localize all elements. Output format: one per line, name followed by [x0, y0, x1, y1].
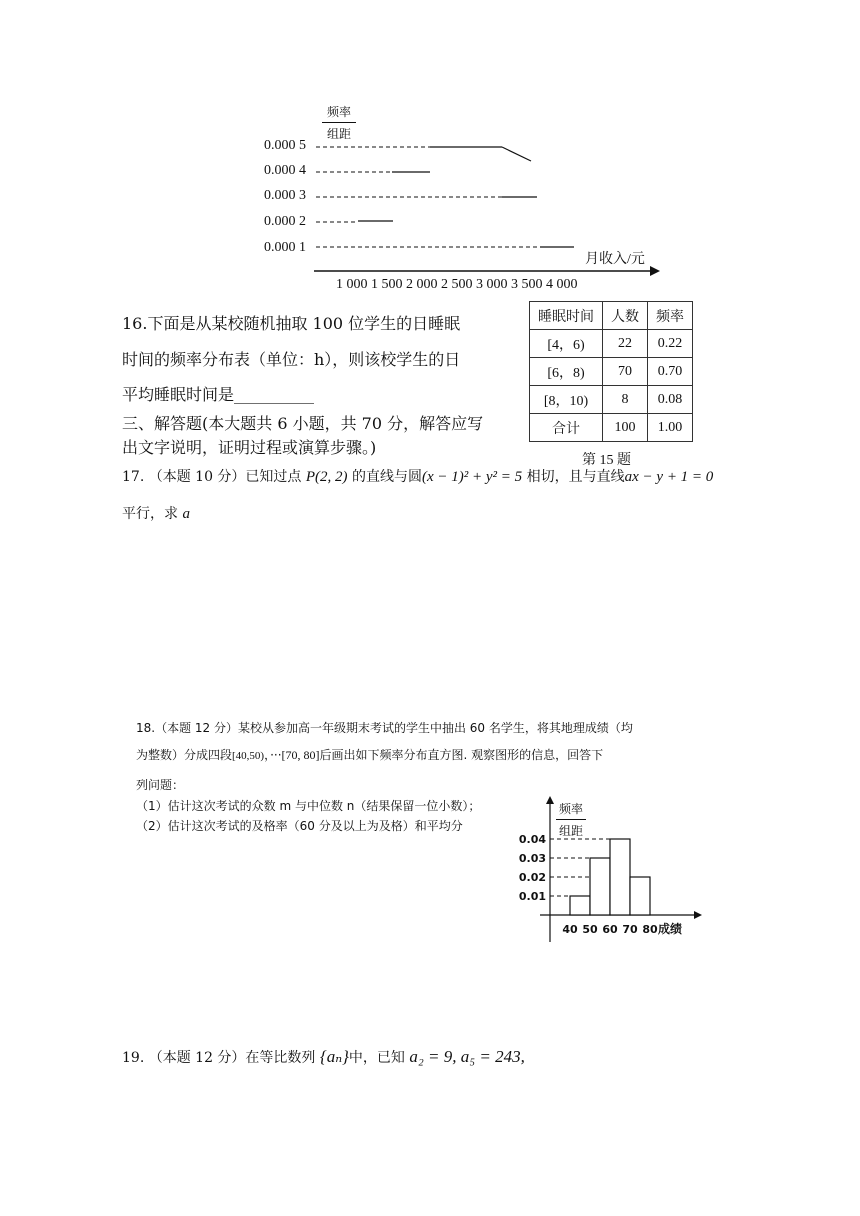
q17-line-2: 平行，求 a [122, 506, 190, 522]
q18-line-3: 列问题： [136, 778, 185, 792]
table-caption: 第 15 题 [582, 453, 631, 468]
table-cell: 合计 [530, 414, 603, 442]
histogram-x-tick: 50 [582, 923, 598, 936]
histogram-y-tick: 0.03 [518, 852, 546, 865]
table-cell: 22 [603, 330, 648, 358]
table-cell: [8，10) [530, 386, 603, 414]
histogram-y-label: 频率 组距 [556, 800, 586, 839]
table-row [530, 386, 693, 414]
q17-circle-equation: (x − 1)² + y² = 5 [422, 469, 523, 485]
income-x-ticks: 1 000 1 500 2 000 2 500 3 000 3 500 4 000 [336, 277, 578, 292]
histogram-y-tick: 0.02 [518, 871, 546, 884]
table-header-cell: 频率 [648, 302, 693, 330]
q18-sub-question-1: （1）估计这次考试的众数 m 与中位数 n（结果保留一位小数）； [136, 799, 481, 813]
q16-line-3: 平均睡眠时间是__________ [122, 385, 315, 404]
histogram-x-tick: 70 [622, 923, 638, 936]
table-cell: 0.70 [648, 358, 693, 386]
histogram-bar [570, 896, 590, 915]
q18-interval-first: [40,50) [232, 750, 265, 762]
histogram-x-label: 成绩 [658, 922, 683, 936]
histogram-y-tick: 0.04 [518, 833, 546, 846]
histogram-bar [610, 839, 630, 915]
income-x-axis-label: 月收入/元 [585, 252, 645, 267]
table-cell: 70 [603, 358, 648, 386]
table-row [530, 358, 693, 386]
histogram-x-tick: 40 [562, 923, 578, 936]
q16-line-2: 时间的频率分布表（单位：h），则该校学生的日 [122, 350, 461, 369]
q19-condition: a₂ = 9, a₅ = 243, [409, 1047, 525, 1066]
q18-line-1: 18.（本题 12 分）某校从参加高一年级期末考试的学生中抽出 60 名学生，将其地理成绩（均 [136, 721, 633, 735]
table-cell: [4，6) [530, 330, 603, 358]
income-y-label: 频率 组距 [322, 103, 356, 142]
table-row [530, 414, 693, 442]
income-y-tick-4: 0.000 2 [264, 214, 306, 229]
table-cell: 0.08 [648, 386, 693, 414]
histogram-y-tick: 0.01 [518, 890, 546, 903]
income-y-tick-2: 0.000 4 [264, 163, 306, 178]
table-cell: 1.00 [648, 414, 693, 442]
table-header-cell: 睡眠时间 [530, 302, 603, 330]
q18-sub-question-2: （2）估计这次考试的及格率（60 分及以上为及格）和平均分 [136, 819, 463, 833]
q17-line-1: 17. （本题 10 分）已知过点 P(2, 2) 的直线与圆(x − 1)² + y² = 5 相切，且与直线ax − y + 1 = 0 [122, 469, 714, 485]
income-y-tick-3: 0.000 3 [264, 188, 306, 203]
table-header-cell: 人数 [603, 302, 648, 330]
income-chart-lines [0, 0, 860, 300]
table-header-row [530, 302, 693, 330]
table-row [530, 330, 693, 358]
section-3-heading-line-2: 出文字说明，证明过程或演算步骤。) [122, 438, 377, 457]
q18-line-2: 为整数）分成四段[40,50)，···[70, 80]后画出如下频率分布直方图. 观察图形的信息，回答下 [136, 748, 604, 762]
histogram-bar [590, 858, 610, 915]
section-3-heading: 三、解答题(本大题共 6 小题，共 70 分，解答应写 [122, 414, 484, 433]
table-cell: [6，8) [530, 358, 603, 386]
histogram-x-tick: 80 [642, 923, 658, 936]
q17-variable: a [182, 506, 190, 522]
table-cell: 100 [603, 414, 648, 442]
histogram-bar [630, 877, 650, 915]
table-cell: 0.22 [648, 330, 693, 358]
income-y-tick-5: 0.000 1 [264, 240, 306, 255]
q16-line-1: 16.下面是从某校随机抽取 100 位学生的日睡眠 [122, 314, 461, 333]
histogram-svg [500, 790, 720, 950]
income-y-tick-1: 0.000 5 [264, 138, 306, 153]
histogram-x-tick: 60 [602, 923, 618, 936]
q19-sequence: {aₙ} [319, 1047, 349, 1066]
q17-line-equation: ax − y + 1 = 0 [624, 469, 714, 485]
sleep-frequency-table [529, 301, 693, 442]
q19-line-1: 19. （本题 12 分）在等比数列 {aₙ}中，已知 a₂ = 9, a₅ = 243, [122, 1047, 525, 1066]
q17-point: P(2, 2) [305, 469, 348, 485]
q18-interval-last: [70, 80] [281, 748, 320, 762]
table-cell: 8 [603, 386, 648, 414]
